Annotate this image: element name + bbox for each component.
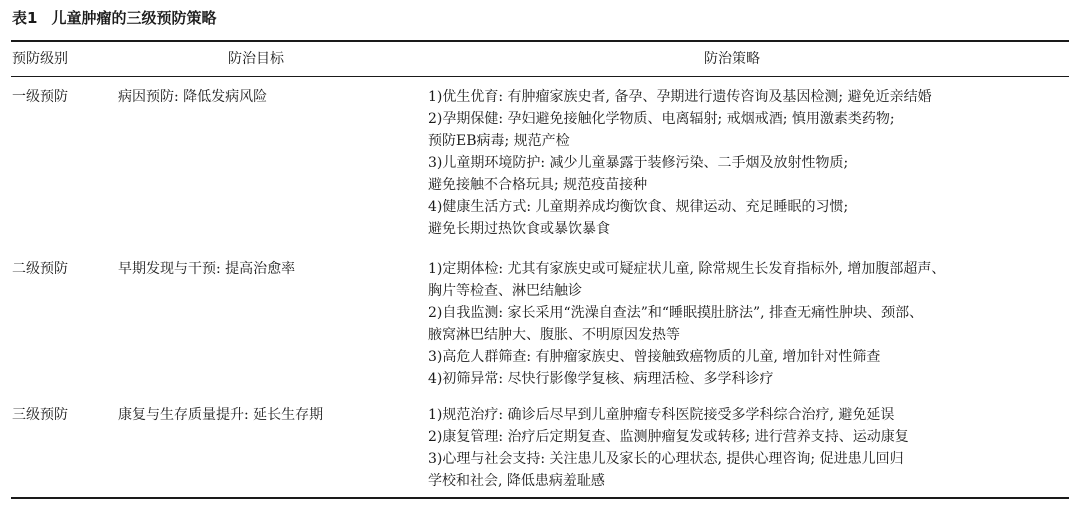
table-caption (12, 6, 216, 30)
strategy-line: 3)心理与社会支持: 关注患儿及家长的心理状态, 提供心理咨询; 促进患儿回归 (428, 451, 904, 467)
strategy-line: 3)高危人群筛查: 有肿瘤家族史、曾接触致癌物质的儿童, 增加针对性筛查 (428, 349, 881, 365)
strategy-line: 1)规范治疗: 确诊后尽早到儿童肿瘤专科医院接受多学科综合治疗, 避免延误 (428, 407, 895, 423)
header-level: 预防级别 (12, 51, 68, 67)
header-goal: 防治目标 (228, 51, 284, 67)
strategy-line: 避免长期过热饮食或暴饮暴食 (428, 221, 610, 237)
row-secondary-goal: 早期发现与干预: 提高治愈率 (118, 261, 296, 277)
row-primary-goal: 病因预防: 降低发病风险 (118, 89, 268, 105)
strategy-line: 1)定期体检: 尤其有家族史或可疑症状儿童, 除常规生长发育指标外, 增加腹部超声、 (428, 261, 946, 277)
header-strategy: 防治策略 (704, 51, 760, 67)
strategy-line: 1)优生优育: 有肿瘤家族史者, 备孕、孕期进行遗传咨询及基因检测; 避免近亲结婚 (428, 89, 932, 105)
strategy-line: 2)康复管理: 治疗后定期复查、监测肿瘤复发或转移; 进行营养支持、运动康复 (428, 429, 909, 445)
row-tertiary-level: 三级预防 (12, 407, 68, 423)
table-bottom-rule (11, 497, 1069, 499)
header-divider-rule (11, 76, 1069, 77)
row-secondary-level: 二级预防 (12, 261, 68, 277)
row-primary-level: 一级预防 (12, 89, 68, 105)
strategy-line: 4)健康生活方式: 儿童期养成均衡饮食、规律运动、充足睡眠的习惯; (428, 199, 849, 215)
strategy-line: 胸片等检查、淋巴结触诊 (428, 283, 582, 299)
strategy-line: 2)孕期保健: 孕妇避免接触化学物质、电离辐射; 戒烟戒酒; 慎用激素类药物; (428, 111, 895, 127)
strategy-line: 3)儿童期环境防护: 减少儿童暴露于装修污染、二手烟及放射性物质; (428, 155, 849, 171)
strategy-line: 预防EB病毒; 规范产检 (428, 133, 570, 149)
row-tertiary-goal: 康复与生存质量提升: 延长生存期 (118, 407, 324, 423)
row-tertiary-strategy (428, 404, 1068, 492)
strategy-line: 2)自我监测: 家长采用“洗澡自查法”和“睡眠摸肚脐法”, 排查无痛性肿块、颈部、 (428, 305, 924, 321)
strategy-line: 避免接触不合格玩具; 规范疫苗接种 (428, 177, 648, 193)
table-number: 表1 (12, 9, 38, 27)
strategy-line: 学校和社会, 降低患病羞耻感 (428, 473, 605, 489)
row-primary-strategy (428, 86, 1068, 240)
table-top-rule (11, 40, 1069, 42)
strategy-line: 4)初筛异常: 尽快行影像学复核、病理活检、多学科诊疗 (428, 371, 774, 387)
table-title: 儿童肿瘤的三级预防策略 (51, 9, 217, 27)
strategy-line: 腋窝淋巴结肿大、腹胀、不明原因发热等 (428, 327, 680, 343)
row-secondary-strategy (428, 258, 1068, 390)
